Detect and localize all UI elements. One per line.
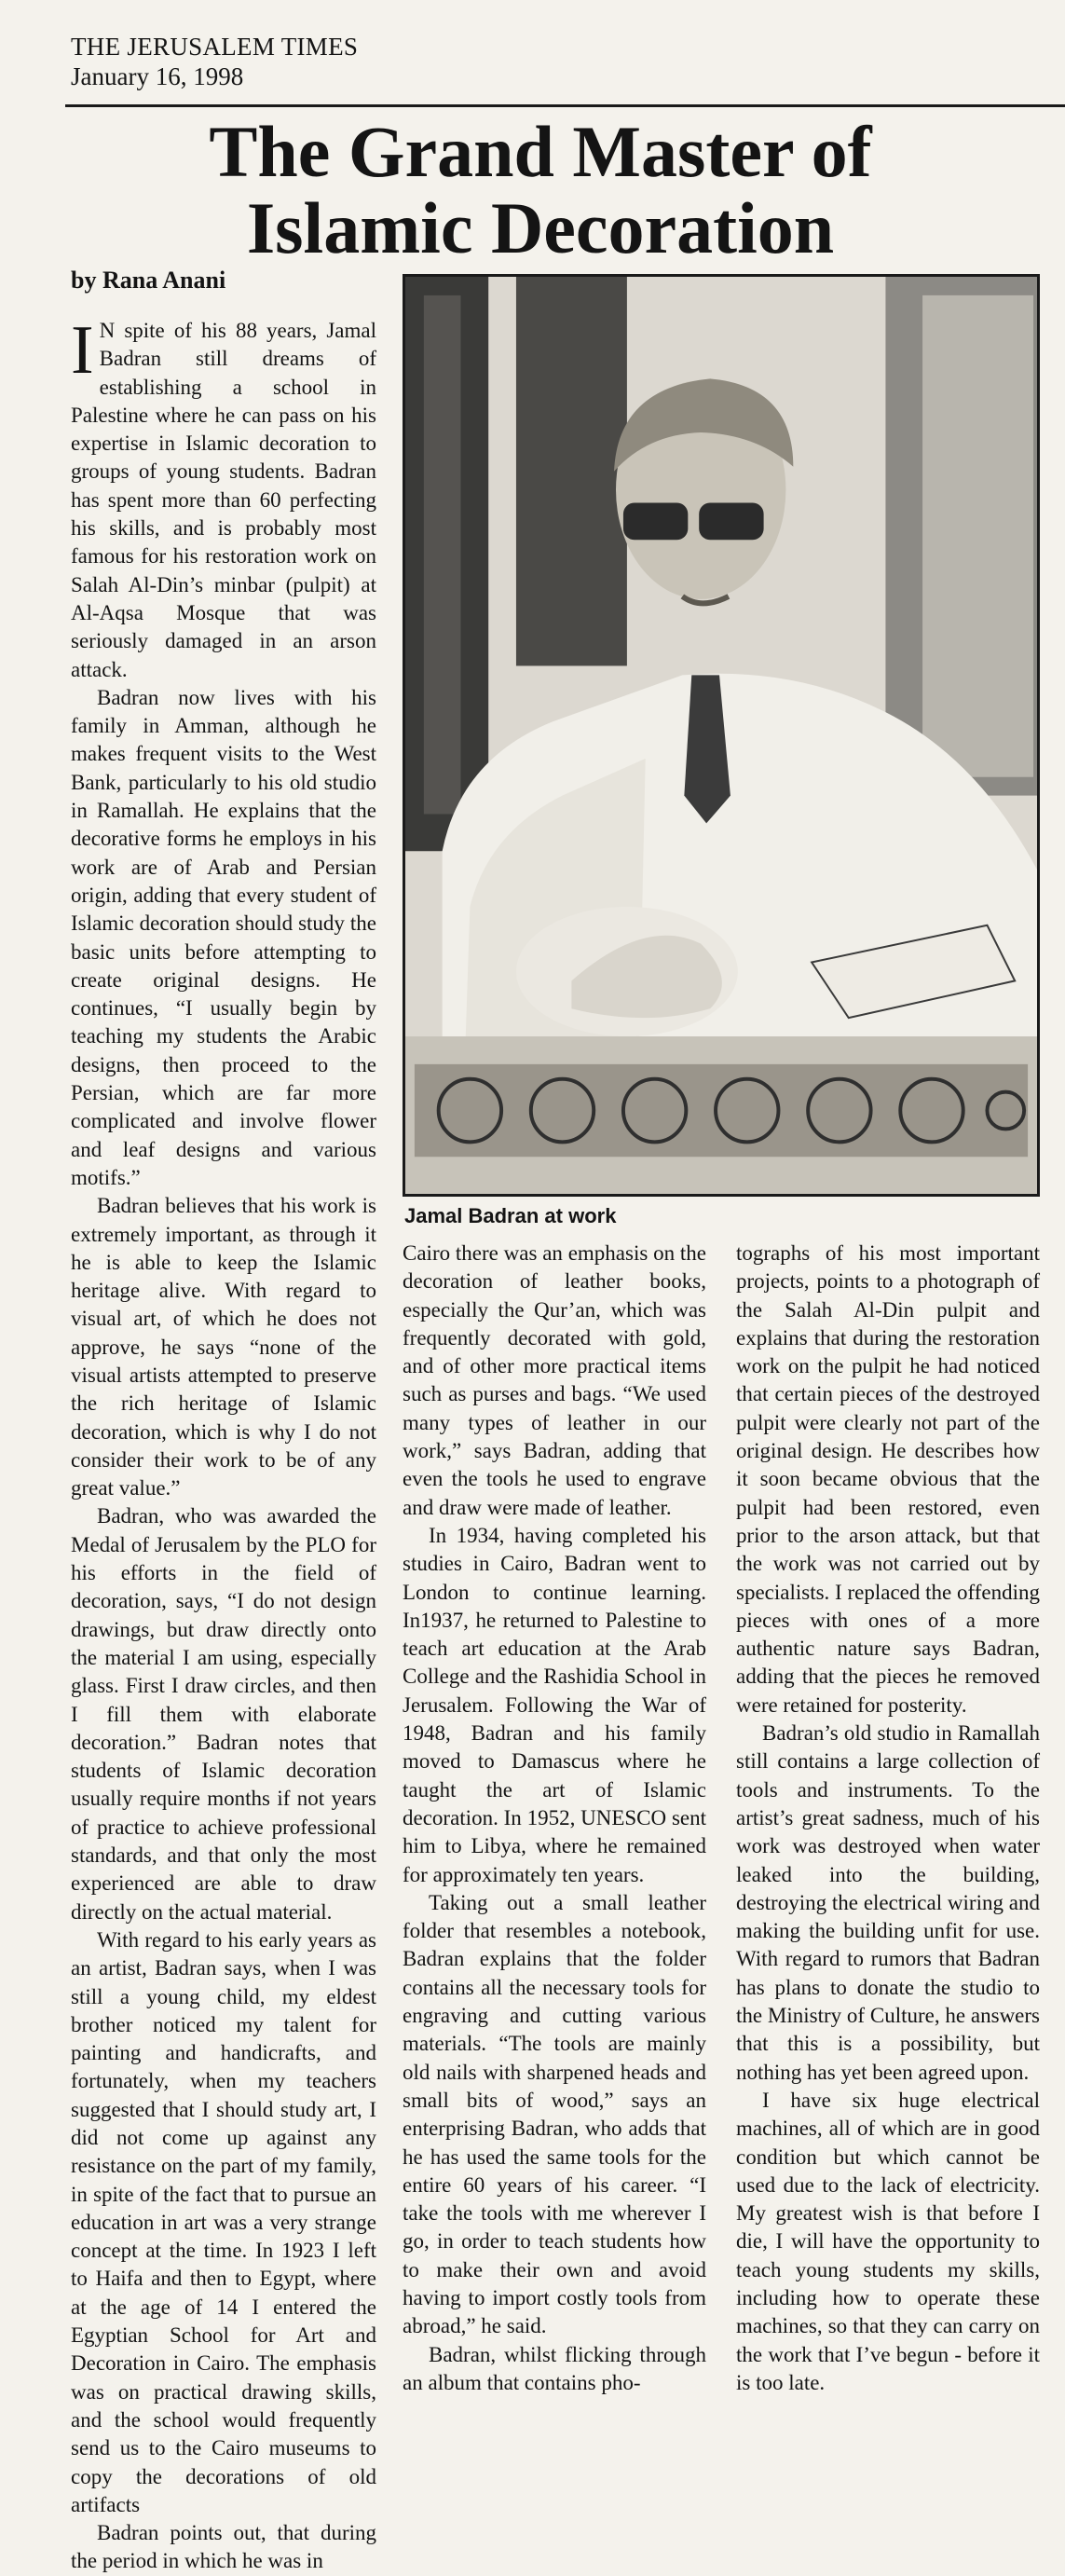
headline [65, 111, 1016, 268]
paragraph: Badran, whilst flicking through an album that contains pho- [403, 2342, 706, 2394]
paragraph: With regard to his early years as an artist, Badran says, when I was still a young child, my eldest brother noticed my talent for painting and handicrafts, and fortunately, when my teachers suggested that I should study art, I did not come up against any resistance on the part of my family, in spite of the fact that to pursue an education in art was a very strange concept at the time. In 1923 I left to Haifa and then to Egypt, where at the age of 14 I entered the Egyptian School for Art and Decoration in Cairo. The emphasis was on practical drawing skills, and the school would frequently send us to the Cairo museums to copy the decorations of old artifacts [71, 1927, 376, 2516]
article-column-3 [736, 1240, 1040, 2394]
paragraph: Badran believes that his work is extremely important, as through it he is able to keep the Islamic heritage alive. With regard to visual art, of which he does not approve, he says “none of the visual artists attempted to preserve the rich heritage of Islamic decoration, which is why I do not consider their work to be of any great value.” [71, 1194, 376, 1500]
paragraph: Badran now lives with his family in Amman, although he makes frequent visits to the West Bank, particularly to his old studio in Ramallah. He explains that the decorative forms he employs in his work are of Arab and Persian origin, adding that every student of Islamic decoration should study the basic units before attempting to create original designs. He continues, “I usually begin by teaching my students the Arabic designs, then proceed to the Persian, which are far more complicated and involve flower and leaf designs and various motifs.” [71, 685, 376, 1189]
masthead-rule [65, 104, 1065, 107]
publication-date: January 16, 1998 [71, 62, 244, 90]
masthead [71, 32, 358, 91]
paragraph: I have six huge electrical machines, all of which are in good condition but which cannot be used due to the lack of electricity. My greatest wish is that before I die, I will have the opportunity to teach young students my skills, including how to operate these machines, so that they can carry on the work that I’ve begun - before it is too late. [736, 2088, 1040, 2394]
paragraph: In 1934, having completed his studies in Cairo, Badran went to London to continue learning. In1937, he returned to Palestine to teach art education at the Arab College and the Rashidia School in Jerusalem. Following the War of 1948, Badran and his family moved to Damascus where he taught the art of Islamic decoration. In 1952, UNESCO sent him to Libya, where he remained for approximately ten years. [403, 1523, 706, 1886]
photo-caption: Jamal Badran at work [404, 1204, 617, 1227]
paragraph: Taking out a small leather folder that resembles a notebook, Badran explains that the folder contains all the necessary tools for engraving and cutting various materials. “The tools are mainly old nails with sharpened heads and small bits of wood,” says an enterprising Badran, who adds that he has used the same tools for the entire 60 years of his career. “I take the tools with me wherever I go, in order to teach students how to make their own and avoid having to import costly tools from abroad,” he said. [403, 1890, 706, 2338]
paragraph-text: N spite of his 88 years, Jamal Badran still dreams of establishing a school in Palestine where he can pass on his expertise in Islamic decoration to groups of young students. Badran has spent more than 60 perfecting his skills, and is probably most famous for his restoration work on Salah Al-Din’s minbar (pulpit) at Al-Aqsa Mosque that was seriously damaged in an arson attack. [71, 319, 376, 681]
newspaper-name: THE JERUSALEM TIMES [71, 33, 359, 61]
paragraph: Badran points out, that during the period in which he was in [71, 2521, 376, 2573]
paragraph: Badran’s old studio in Ramallah still contains a large collection of tools and instruments. To the artist’s great sadness, much of his work was destroyed when water leaked into the building, destroying the electrical wiring and making the building unfit for use. With regard to rumors that Badran has plans to donate the studio to the Ministry of Culture, he answers that this is a possibility, but nothing has yet been agreed upon. [736, 1721, 1040, 2084]
paragraph: Cairo there was an emphasis on the decoration of leather books, especially the Qur’an, which was frequently decorated with gold, and of other more practical items such as purses and bags. “We used many types of leather in our work,” says Badran, adding that even the tools he used to engrave and draw were made of leather. [403, 1241, 706, 1519]
article-column-1 [71, 312, 376, 2573]
paragraph: tographs of his most important projects, points to a photograph of the Salah Al-Din pulpit and explains that during the restoration work on the pulpit he had noticed that certain pieces of the destroyed pulpit were clearly not part of the original design. He describes how it soon became obvious that the pulpit had been restored, even prior to the arson attack, but that the work was not carried out by specialists. I replaced the offending pieces with ones of a more authentic nature says Badran, adding that the pieces he removed were retained for posterity. [736, 1241, 1040, 1717]
drop-cap: I [71, 312, 94, 389]
photo-illustration [405, 277, 1037, 1194]
paragraph [71, 312, 376, 684]
headline-line-1: The Grand Master of [209, 111, 872, 192]
article-column-2 [403, 1240, 706, 2394]
headline-line-2: Islamic Decoration [246, 187, 835, 268]
paragraph: Badran, who was awarded the Medal of Jerusalem by the PLO for his efforts in the field of decoration, says, “I do not design drawings, but draw directly onto the material I am using, especially glass. First I draw circles, and then I fill them with elaborate decoration.” Badran notes that students of Islamic decoration usually require months if not years of practice to achieve professional standards, and that only the most experienced are able to draw directly on the actual material. [71, 1504, 376, 1924]
article-photo [403, 274, 1040, 1197]
byline: by Rana Anani [71, 267, 226, 294]
